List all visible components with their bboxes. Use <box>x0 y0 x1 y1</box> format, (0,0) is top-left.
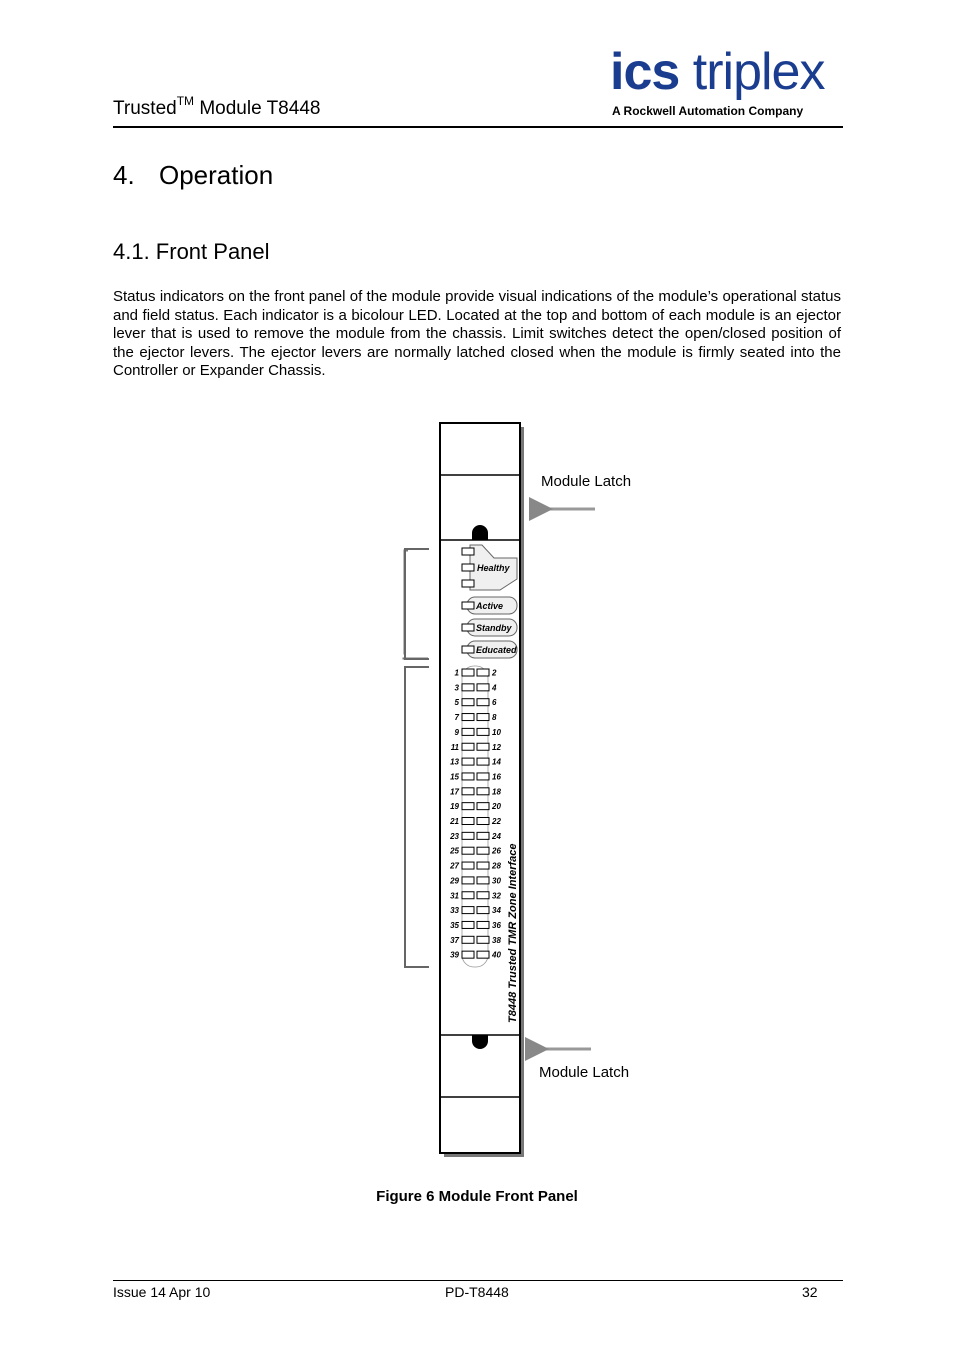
channel-number-right: 16 <box>492 772 501 782</box>
channel-led-right <box>477 951 489 958</box>
channel-led-right <box>477 728 489 735</box>
body-paragraph: Status indicators on the front panel of the module provide visual indications of the module’s operational status and field status. Each indicator is a bicolour LED. Located at the top and bottom of each module is an ejector lever that is used to remove the module from the chassis. Limit switches detect the open/closed position of the ejector levers. The ejector levers are normally latched closed when the module is firmly seated into the Controller or Expander Chassis. <box>113 288 841 380</box>
channel-number-right: 2 <box>492 668 497 678</box>
status-led-standby <box>462 624 474 631</box>
channel-led-right <box>477 847 489 854</box>
channel-led-right <box>477 907 489 914</box>
channel-number-left: 37 <box>450 935 459 945</box>
channel-number-left: 13 <box>450 757 459 767</box>
logo-bold-text: ics <box>610 43 680 101</box>
channel-led-left <box>462 714 474 721</box>
top-latch-label: Module Latch <box>541 473 632 490</box>
healthy-led-3 <box>462 580 474 587</box>
channel-number-left: 27 <box>450 861 459 871</box>
channel-number-left: 7 <box>454 713 459 723</box>
channel-led-right <box>477 862 489 869</box>
status-led-active <box>462 602 474 609</box>
header-product: Trusted <box>113 98 177 119</box>
status-led-educated <box>462 646 474 653</box>
channel-number-right: 8 <box>492 713 497 723</box>
channel-number-right: 38 <box>492 935 501 945</box>
logo-tagline: A Rockwell Automation Company <box>612 104 804 118</box>
channel-number-right: 28 <box>492 861 501 871</box>
channel-number-right: 20 <box>492 802 501 812</box>
channel-number-left: 23 <box>450 831 459 841</box>
company-logo <box>610 44 845 122</box>
channel-led-right <box>477 699 489 706</box>
section-heading <box>113 160 273 191</box>
channel-led-left <box>462 951 474 958</box>
front-panel-figure <box>390 415 670 1175</box>
logo-wordmark <box>610 44 824 100</box>
channel-number-right: 18 <box>492 787 501 797</box>
channel-led-right <box>477 669 489 676</box>
channel-number-left: 39 <box>450 950 459 960</box>
footer-document-id: PD-T8448 <box>445 1284 509 1300</box>
footer-divider <box>113 1280 843 1281</box>
channel-led-right <box>477 803 489 810</box>
footer-page-number: 32 <box>802 1284 818 1300</box>
status-label-educated: Educated <box>476 645 517 655</box>
channel-number-left: 15 <box>450 772 459 782</box>
status-label-active: Active <box>476 601 504 611</box>
channel-led-left <box>462 847 474 854</box>
subsection-heading: 4.1. Front Panel <box>113 239 270 264</box>
status-bracket-shadow <box>404 550 428 658</box>
channel-led-right <box>477 758 489 765</box>
header-module: Module T8448 <box>199 98 321 119</box>
channel-number-right: 36 <box>492 920 501 930</box>
channel-led-right <box>477 921 489 928</box>
channel-led-left <box>462 669 474 676</box>
channel-number-left: 1 <box>454 668 459 678</box>
footer-issue: Issue 14 Apr 10 <box>113 1284 211 1300</box>
channel-led-left <box>462 758 474 765</box>
channel-led-left <box>462 803 474 810</box>
channel-number-left: 11 <box>450 742 459 752</box>
channel-led-right <box>477 743 489 750</box>
channel-number-left: 25 <box>450 846 459 856</box>
channel-number-left: 31 <box>450 891 459 901</box>
channel-led-right <box>477 684 489 691</box>
channel-led-left <box>462 877 474 884</box>
trademark-mark: TM <box>176 94 195 108</box>
channel-led-left <box>462 907 474 914</box>
channel-number-left: 3 <box>454 683 459 693</box>
channel-bracket <box>405 667 429 967</box>
channel-number-right: 26 <box>492 846 501 856</box>
channel-number-right: 22 <box>492 817 501 826</box>
channel-number-left: 9 <box>454 727 459 737</box>
channel-number-left: 29 <box>450 876 459 886</box>
channel-number-right: 12 <box>492 742 501 752</box>
channel-led-left <box>462 892 474 899</box>
status-label-standby: Standby <box>476 623 512 633</box>
channel-number-left: 17 <box>450 787 459 797</box>
figure-caption: Figure 6 Module Front Panel <box>376 1188 578 1205</box>
healthy-led-2 <box>462 564 474 571</box>
channel-number-right: 6 <box>492 698 497 708</box>
channel-number-right: 10 <box>492 727 501 737</box>
channel-led-right <box>477 773 489 780</box>
channel-led-left <box>462 684 474 691</box>
healthy-led-1 <box>462 548 474 555</box>
channel-led-right <box>477 832 489 839</box>
channel-led-left <box>462 818 474 825</box>
channel-led-left <box>462 773 474 780</box>
channel-number-right: 4 <box>492 683 497 693</box>
channel-led-right <box>477 936 489 943</box>
channel-led-left <box>462 743 474 750</box>
module-vertical-label: T8448 Trusted TMR Zone Interface <box>507 843 519 1023</box>
channel-led-left <box>462 728 474 735</box>
channel-led-left <box>462 936 474 943</box>
section-title: Operation <box>159 160 274 190</box>
channel-led-left <box>462 699 474 706</box>
channel-number-right: 32 <box>492 891 501 901</box>
channel-led-right <box>477 788 489 795</box>
channel-number-left: 21 <box>450 817 459 826</box>
channel-led-left <box>462 832 474 839</box>
channel-number-left: 33 <box>450 906 459 916</box>
channel-led-left <box>462 862 474 869</box>
channel-number-left: 35 <box>450 920 459 930</box>
header-title <box>113 94 321 120</box>
channel-number-left: 5 <box>454 698 459 708</box>
channel-led-right <box>477 892 489 899</box>
logo-light-text: triplex <box>692 43 825 101</box>
channel-led-right <box>477 877 489 884</box>
channel-number-right: 14 <box>492 757 501 767</box>
status-label-healthy: Healthy <box>477 563 510 573</box>
channel-number-right: 24 <box>492 831 501 841</box>
channel-number-right: 40 <box>492 950 501 960</box>
channel-led-left <box>462 788 474 795</box>
channel-number-right: 34 <box>492 906 501 916</box>
channel-led-left <box>462 921 474 928</box>
bottom-latch-label: Module Latch <box>539 1064 630 1081</box>
channel-number-right: 30 <box>492 876 501 886</box>
channel-number-left: 19 <box>450 802 459 812</box>
channel-led-right <box>477 714 489 721</box>
status-led-group <box>462 597 517 658</box>
section-number: 4. <box>113 160 135 190</box>
header-divider <box>113 126 843 128</box>
channel-led-right <box>477 818 489 825</box>
